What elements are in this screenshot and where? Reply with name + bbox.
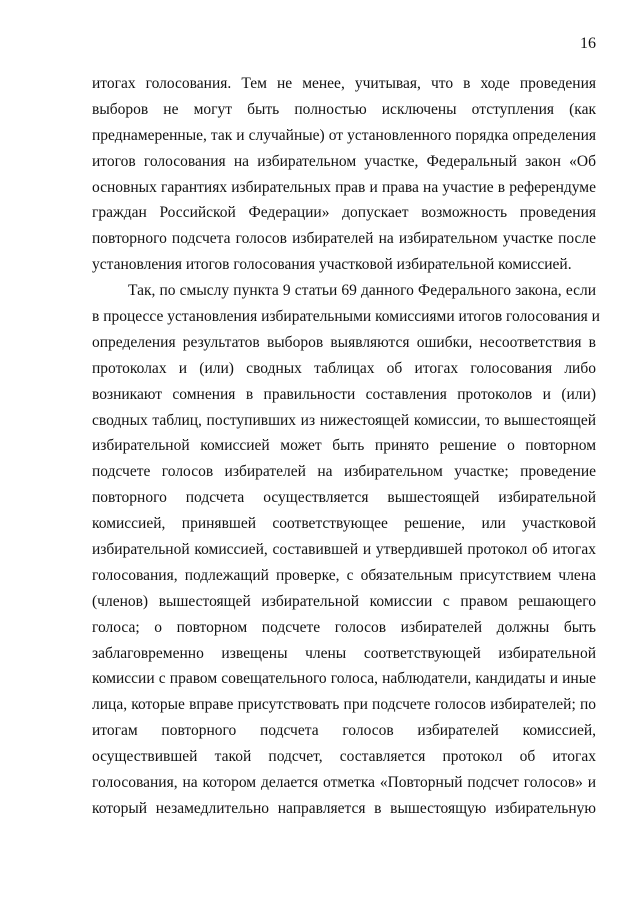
text-line: Так, по смыслу пункта 9 статьи 69 данного Федерального закона, если: [128, 282, 596, 300]
text-line: лица, которые вправе присутствовать при подсчете голосов избирателей; по: [92, 696, 596, 714]
text-line: голосования, подлежащий проверке, с обязательным присутствием члена: [92, 566, 596, 584]
text-line: итогов голосования на избирательном участке, Федеральный закон «Об: [92, 152, 596, 170]
text-line: избирательной комиссией, составившей и утвердившей протокол об итогах: [92, 541, 596, 559]
document-body: [92, 71, 600, 822]
text-line: комиссией, принявшей соответствующее решение, или участковой: [92, 515, 596, 533]
text-line: (членов) вышестоящей избирательной комиссии с правом решающего: [92, 592, 596, 610]
paragraph-2: [92, 278, 600, 822]
text-line: голосования, на котором делается отметка «Повторный подсчет голосов» и: [92, 774, 596, 792]
text-line: итогах голосования. Тем не менее, учитывая, что в ходе проведения: [92, 75, 596, 92]
text-line: итогам повторного подсчета голосов избирателей комиссией,: [92, 722, 596, 740]
text-line: избирательной комиссией может быть принято решение о повторном: [92, 437, 596, 455]
text-line: граждан Российской Федерации» допускает возможность проведения: [92, 204, 596, 222]
text-line: основных гарантиях избирательных прав и права на участие в референдуме: [92, 178, 596, 196]
text-line: осуществившей такой подсчет, составляется протокол об итогах: [92, 748, 596, 766]
text-line: заблаговременно извещены члены соответствующей избирательной: [92, 644, 596, 662]
text-line: сводных таблиц, поступивших из нижестоящей комиссии, то вышестоящей: [92, 411, 596, 429]
text-line: подсчете голосов избирателей на избирательном участке; проведение: [92, 463, 596, 481]
text-line: протоколах и (или) сводных таблицах об итогах голосования либо: [92, 359, 596, 377]
text-line: повторного подсчета голосов избирателей на избирательном участке после: [92, 230, 596, 248]
text-line: возникают сомнения в правильности составления протоколов и (или): [92, 385, 596, 403]
text-line: который незамедлительно направляется в вышестоящую избирательную: [92, 799, 596, 817]
text-line: повторного подсчета осуществляется вышестоящей избирательной: [92, 489, 596, 507]
text-line: установления итогов голосования участковой избирательной комиссией.: [92, 256, 572, 274]
text-line: определения результатов выборов выявляются ошибки, несоответствия в: [92, 333, 596, 351]
paragraph-1: [92, 71, 596, 278]
text-line: в процессе установления избирательными комиссиями итогов голосования и: [92, 308, 600, 326]
text-line: преднамеренные, так и случайные) от установленного порядка определения: [92, 126, 596, 144]
page-number: 16: [580, 35, 596, 52]
text-line: комиссии с правом совещательного голоса, наблюдатели, кандидаты и иные: [92, 670, 596, 688]
text-line: голоса; о повторном подсчете голосов избирателей должны быть: [92, 618, 596, 636]
text-line: выборов не могут быть полностью исключены отступления (как: [92, 100, 596, 118]
